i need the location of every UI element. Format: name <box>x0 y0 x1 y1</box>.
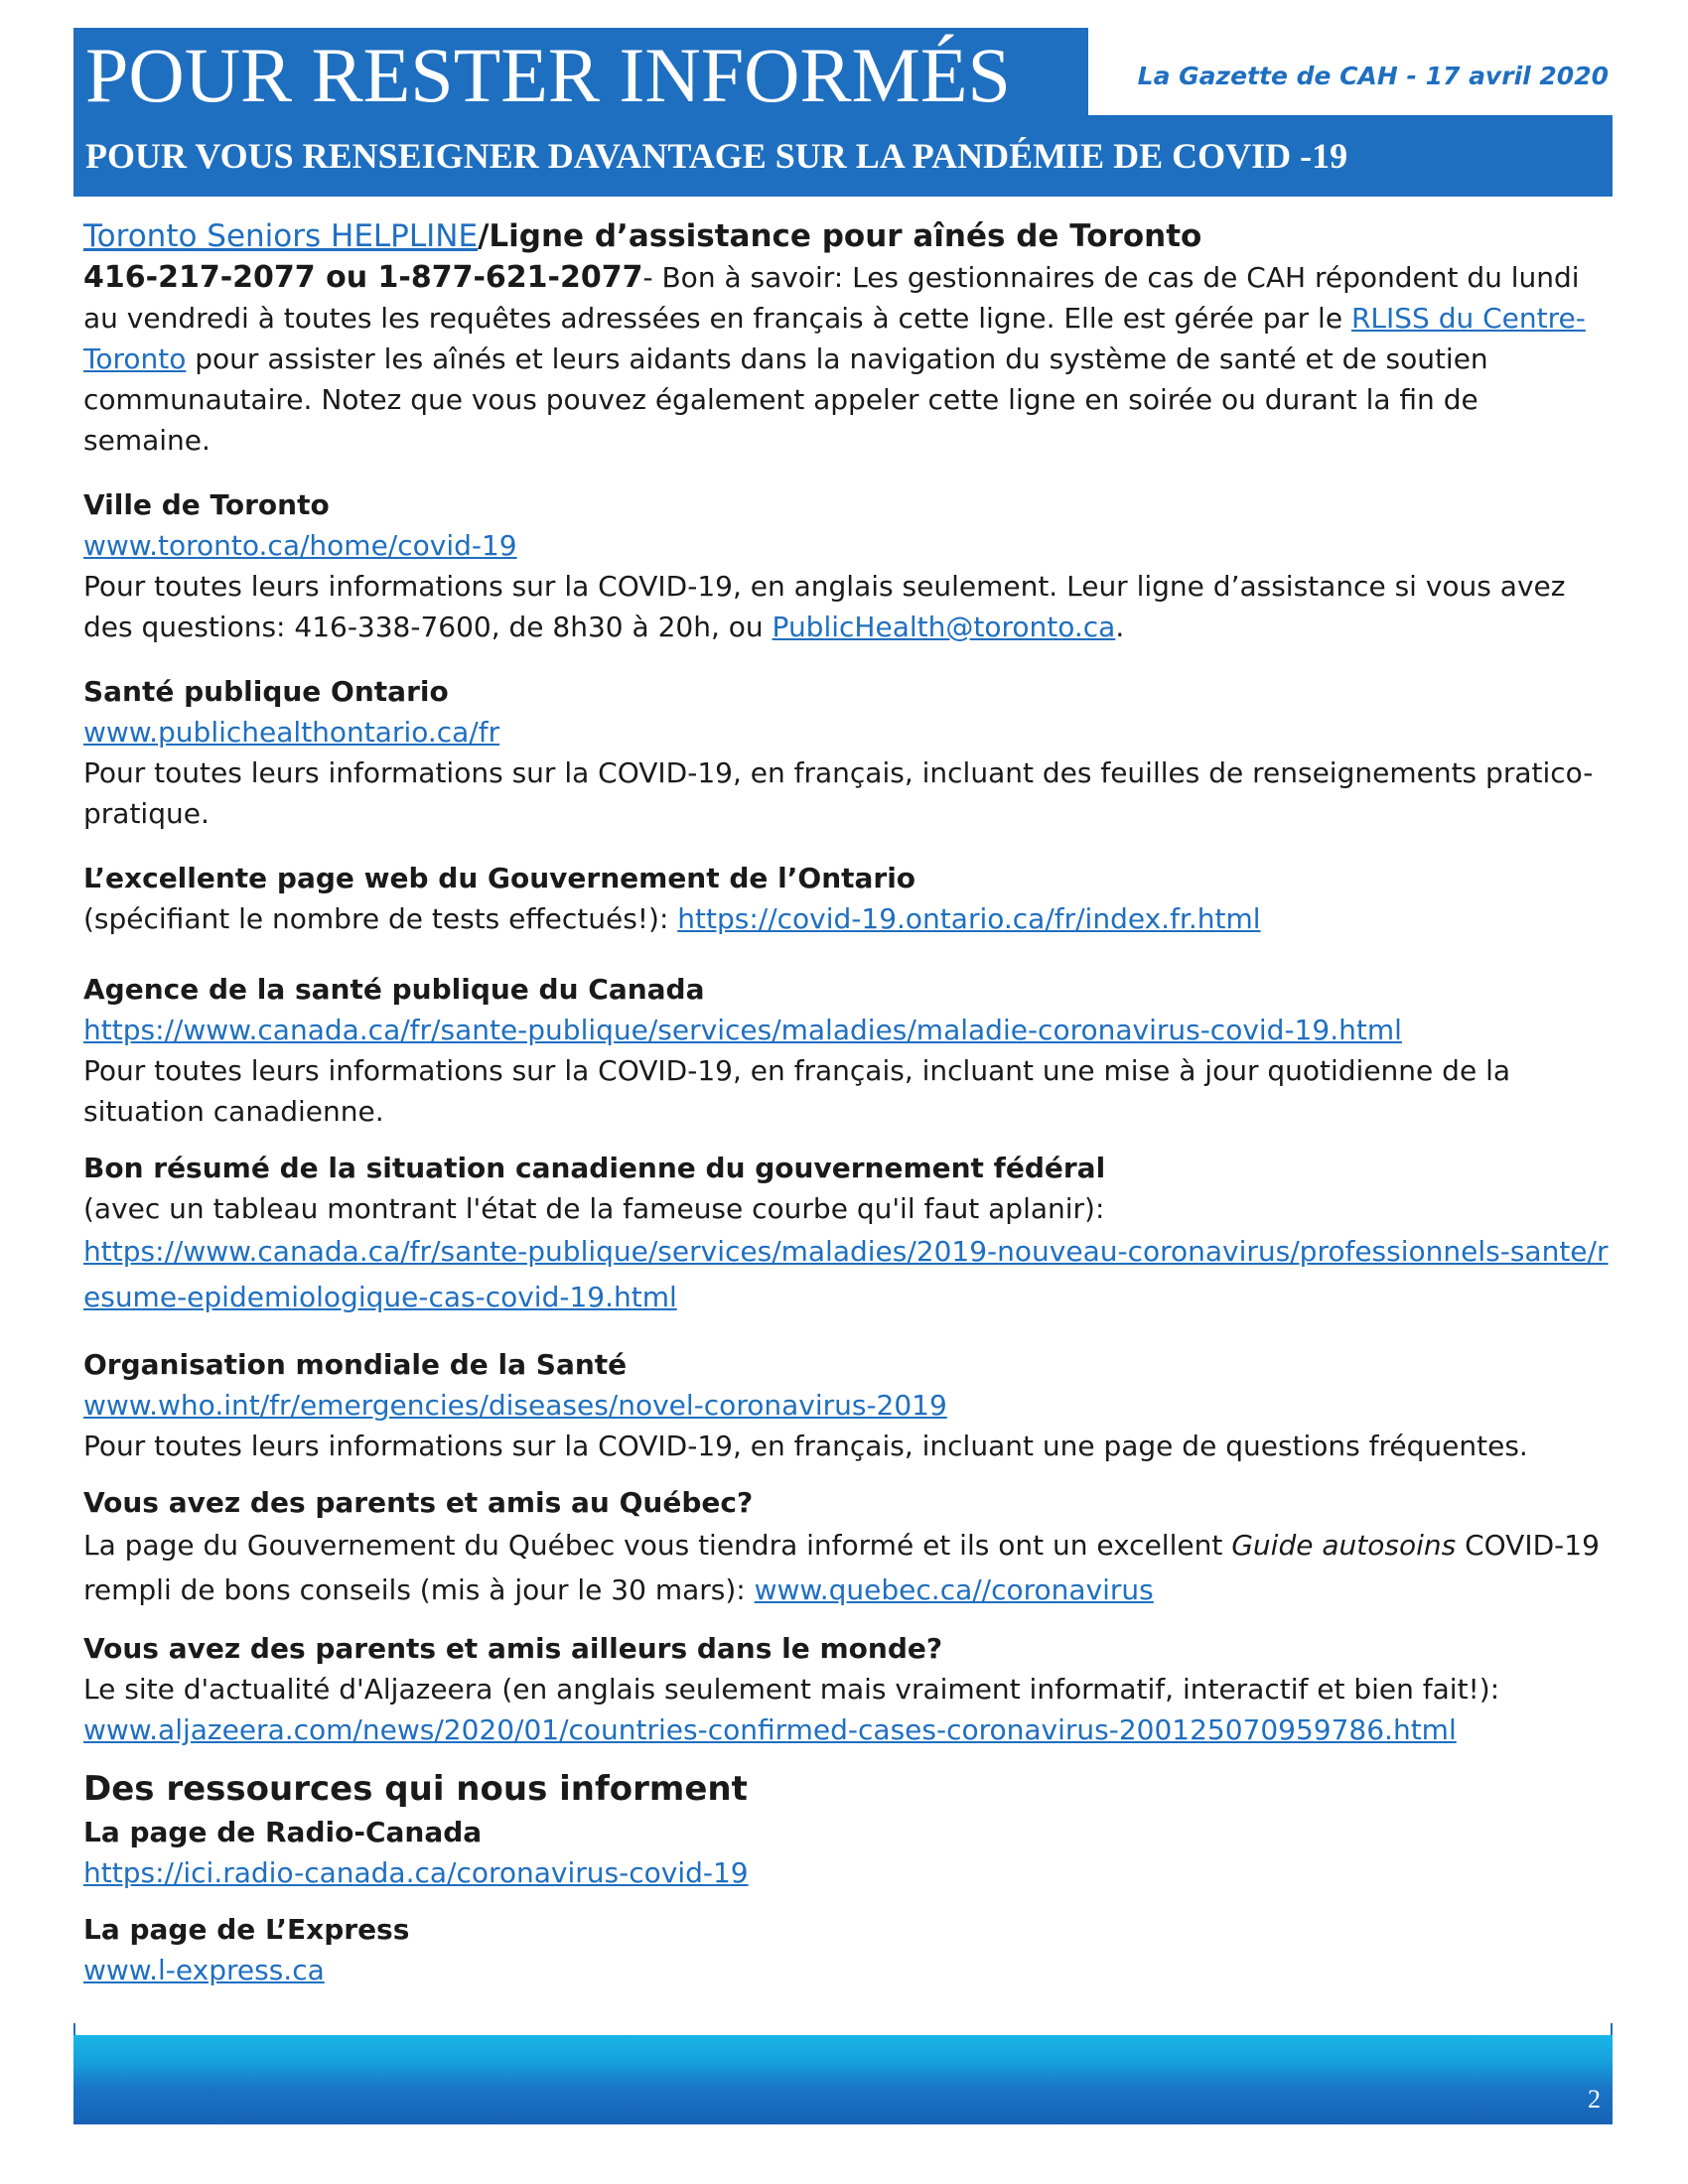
helpline-link[interactable]: Toronto Seniors HELPLINE <box>83 218 479 254</box>
agence-section <box>83 969 1613 1132</box>
ville-text: Pour toutes leurs informations sur la COVID-19, en anglais seulement. Leur ligne d’assistance si vous avez des questions: 416-338-7600, de 8h30 à 20h, ou <box>83 570 1566 643</box>
rliss-link[interactable]: RLISS du Centre-Toronto <box>83 302 1586 375</box>
radio-canada-heading: La page de Radio-Canada <box>83 1816 483 1848</box>
radio-canada-section <box>83 1812 1613 1893</box>
gouv-ontario-body <box>83 898 1613 939</box>
quebec-text-2: COVID-19 rempli de bons conseils (mis à jour le 30 mars): <box>83 1529 1600 1606</box>
oms-section <box>83 1344 1613 1466</box>
quebec-heading: Vous avez des parents et amis au Québec? <box>83 1486 754 1519</box>
public-health-email-link[interactable]: PublicHealth@toronto.ca <box>772 611 1116 643</box>
sante-ontario-link[interactable]: www.publichealthontario.ca/fr <box>83 716 500 749</box>
ville-section <box>83 484 1613 647</box>
ville-email-period: . <box>1115 611 1125 643</box>
helpline-section <box>83 216 1613 461</box>
ville-body <box>83 566 1613 647</box>
helpline-title-text: /Ligne d’assistance pour aînés de Toronto <box>478 218 1202 254</box>
resume-section <box>83 1148 1613 1320</box>
gouv-ontario-section <box>83 858 1613 939</box>
quebec-text-1: La page du Gouvernement du Québec vous tiendra informé et ils ont un excellent <box>83 1529 1232 1562</box>
resume-text: (avec un tableau montrant l'état de la fameuse courbe qu'il faut aplanir): <box>83 1192 1105 1225</box>
monde-section <box>83 1628 1613 1750</box>
gouv-ontario-text: (spécifiant le nombre de tests effectués!): <box>83 902 678 935</box>
page-title: POUR RESTER INFORMÉS <box>73 28 1088 115</box>
sante-ontario-text: Pour toutes leurs informations sur la COVID-19, en français, incluant des feuilles de renseignements pratico-pratique. <box>83 756 1594 830</box>
helpline-heading <box>83 216 1613 257</box>
footer-band <box>73 2035 1613 2124</box>
agence-heading: Agence de la santé publique du Canada <box>83 973 705 1006</box>
agence-text: Pour toutes leurs informations sur la COVID-19, en français, incluant une mise à jour quotidienne de la situation canadienne. <box>83 1054 1511 1128</box>
agence-link[interactable]: https://www.canada.ca/fr/sante-publique/services/maladies/maladie-coronavirus-covid-19.html <box>83 1014 1402 1046</box>
aljazeera-link[interactable]: www.aljazeera.com/news/2020/01/countries-confirmed-cases-coronavirus-200125070959786.html <box>83 1713 1457 1746</box>
lexpress-heading: La page de L’Express <box>83 1913 410 1946</box>
sante-ontario-section <box>83 671 1613 834</box>
quebec-body <box>83 1523 1613 1612</box>
issue-date: La Gazette de CAH - 17 avril 2020 <box>1137 62 1609 90</box>
gouv-ontario-heading: L’excellente page web du Gouvernement de l’Ontario <box>83 862 916 894</box>
ville-link[interactable]: www.toronto.ca/home/covid-19 <box>83 529 517 562</box>
monde-text: Le site d'actualité d'Aljazeera (en anglais seulement mais vraiment informatif, interactif et bien fait!): <box>83 1673 1500 1706</box>
main-content <box>83 216 1613 1990</box>
resume-heading: Bon résumé de la situation canadienne du gouvernement fédéral <box>83 1152 1106 1184</box>
lexpress-section <box>83 1909 1613 1990</box>
helpline-body <box>83 257 1613 461</box>
sante-ontario-heading: Santé publique Ontario <box>83 675 449 708</box>
monde-heading: Vous avez des parents et amis ailleurs dans le monde? <box>83 1632 943 1665</box>
oms-text: Pour toutes leurs informations sur la COVID-19, en français, incluant une page de questions fréquentes. <box>83 1430 1528 1462</box>
helpline-text-1: - Bon à savoir: Les gestionnaires de cas de CAH répondent du lundi au vendredi à toutes les requêtes adressées en français à cette ligne. Elle est gérée par le <box>83 261 1580 335</box>
gouv-ontario-link[interactable]: https://covid-19.ontario.ca/fr/index.fr.html <box>677 902 1261 935</box>
ressources-heading: Des ressources qui nous informent <box>83 1769 748 1809</box>
oms-link[interactable]: www.who.int/fr/emergencies/diseases/novel-coronavirus-2019 <box>83 1389 947 1422</box>
oms-heading: Organisation mondiale de la Santé <box>83 1348 628 1381</box>
radio-canada-link[interactable]: https://ici.radio-canada.ca/coronavirus-covid-19 <box>83 1856 749 1889</box>
quebec-link[interactable]: www.quebec.ca//coronavirus <box>754 1573 1154 1606</box>
resume-link[interactable]: https://www.canada.ca/fr/sante-publique/services/maladies/2019-nouveau-coronavirus/professionnels-sante/resume-epidemiologique-cas-covid-19.html <box>83 1235 1609 1313</box>
quebec-section <box>83 1482 1613 1612</box>
ville-heading: Ville de Toronto <box>83 488 330 521</box>
lexpress-link[interactable]: www.l-express.ca <box>83 1954 325 1986</box>
helpline-phones: 416-217-2077 ou 1-877-621-2077 <box>83 260 643 295</box>
page-number: 2 <box>1588 2085 1601 2114</box>
page-subtitle: POUR VOUS RENSEIGNER DAVANTAGE SUR LA PANDÉMIE DE COVID -19 <box>73 115 1613 197</box>
helpline-text-2: pour assister les aînés et leurs aidants dans la navigation du système de santé et de soutien communautaire. Notez que vous pouvez également appeler cette ligne en soirée ou durant la fin de semaine. <box>83 342 1488 457</box>
guide-autosoins-text: Guide autosoins <box>1231 1529 1457 1562</box>
